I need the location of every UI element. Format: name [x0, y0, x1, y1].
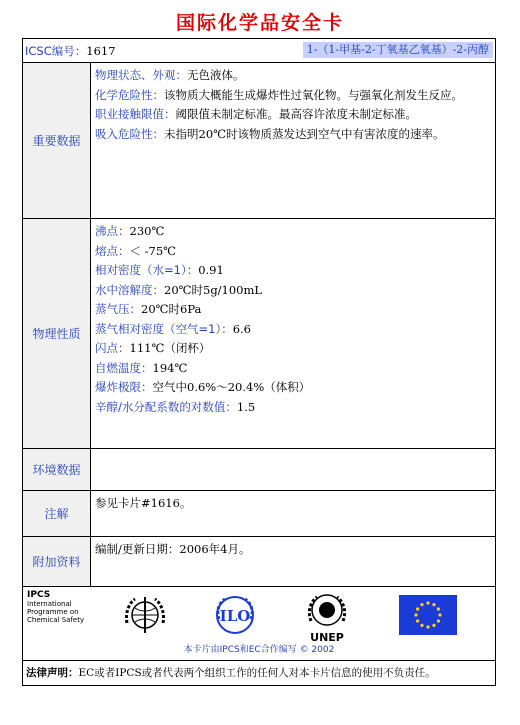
icsc-label: ICSC编号： — [25, 44, 87, 58]
icsc-row — [23, 39, 495, 63]
section-label-environment: 环境数据 — [23, 449, 91, 490]
item-boiling-point: 沸点：230℃ — [95, 224, 165, 238]
eu-flag-field — [399, 595, 457, 635]
item-melting-point: 熔点：＜ -75℃ — [95, 243, 177, 258]
eu-flag-icon — [399, 595, 457, 635]
unep-logo-icon — [305, 591, 349, 643]
ipcs-block: IPCS International Programme on Chemical Safety — [27, 590, 85, 624]
ipcs-title: IPCS — [27, 590, 51, 600]
legal-label: 法律声明： — [26, 667, 79, 679]
section-label-important: 重要数据 — [23, 63, 91, 218]
footer-logos — [23, 587, 495, 661]
chemical-name[interactable]: 1-（1-甲基-2-丁氧基乙氧基）-2-丙醇 — [303, 42, 493, 58]
who-logo-icon — [123, 593, 167, 637]
item-autoignition: 自燃温度：194℃ — [95, 360, 188, 375]
section-content-notes: 参见卡片#1616。 — [95, 496, 192, 510]
svg-text:ILO: ILO — [219, 607, 251, 625]
section-label-notes: 注解 — [23, 491, 91, 536]
section-content-important — [91, 63, 495, 218]
section-content-additional: 编制/更新日期：2006年4月。 — [95, 542, 251, 556]
icsc-number — [25, 43, 116, 59]
legal-text: EC或者IPCS或者代表两个组织工作的任何人对本卡片信息的使用不负责任。 — [78, 667, 436, 679]
icsc-value: 1617 — [86, 44, 116, 58]
page-title: 国际化学品安全卡 — [175, 12, 344, 34]
item-appearance: 物理状态、外观：无色液体。 — [95, 68, 245, 82]
item-vapour-density: 蒸气相对密度（空气=1）：6.6 — [95, 321, 251, 336]
item-flash-point: 闪点：111℃（闭杯） — [95, 341, 211, 355]
item-exposure-limit: 职业接触限值：阈限值未制定标准。最高容许浓度未制定标准。 — [95, 107, 417, 121]
credit-line: 本卡片由IPCS和EC合作编写 © 2002 — [183, 645, 335, 655]
item-relative-density: 相对密度（水=1）：0.91 — [95, 263, 224, 277]
legal-row — [23, 661, 495, 687]
item-inhalation-hazard: 吸入危险性：未指明20℃时该物质蒸发达到空气中有害浓度的速率。 — [95, 126, 445, 141]
section-notes — [23, 491, 495, 537]
section-physical — [23, 219, 495, 449]
section-content-physical — [91, 219, 495, 448]
item-water-solubility: 水中溶解度：20℃时5g/100mL — [95, 282, 263, 297]
section-additional — [23, 537, 495, 587]
section-environment — [23, 449, 495, 491]
section-content-environment — [91, 449, 495, 490]
item-explosive-limits: 爆炸极限：空气中0.6%～20.4%（体积） — [95, 380, 311, 394]
safety-card — [22, 38, 496, 686]
legal-notice — [26, 665, 436, 680]
section-label-additional: 附加资料 — [23, 537, 91, 586]
ilo-logo-icon — [213, 593, 257, 637]
section-important — [23, 63, 495, 219]
item-vapour-pressure: 蒸气压：20℃时6Pa — [95, 302, 202, 316]
item-chemical-hazard: 化学危险性：该物质大概能生成爆炸性过氧化物。与强氧化剂发生反应。 — [95, 87, 463, 102]
unep-label: UNEP — [310, 631, 344, 643]
section-label-physical: 物理性质 — [23, 219, 91, 448]
item-log-pow: 辛醇/水分配系数的对数值：1.5 — [95, 399, 256, 414]
